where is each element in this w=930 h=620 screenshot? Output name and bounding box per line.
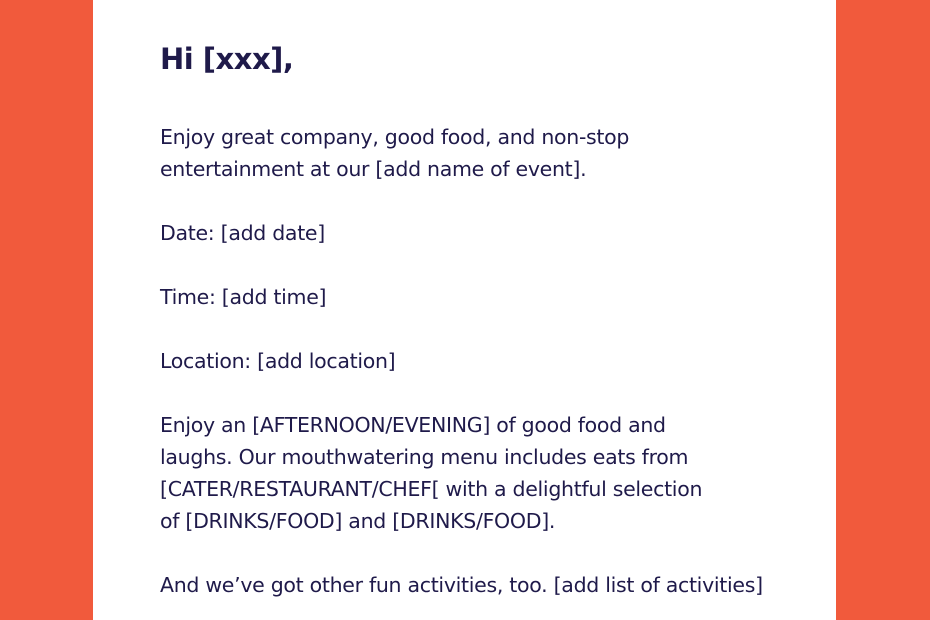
greeting-heading: Hi [xxx], (160, 42, 294, 76)
menu-line: Enjoy an [AFTERNOON/EVENING] of good food and (160, 413, 666, 437)
intro-line: entertainment at our [add name of event]. (160, 157, 587, 181)
date-line: Date: [add date] (160, 221, 325, 245)
location-line: Location: [add location] (160, 349, 396, 373)
menu-line: of [DRINKS/FOOD] and [DRINKS/FOOD]. (160, 509, 556, 533)
activities-line: And we’ve got other fun activities, too. [add list of activities] (160, 573, 763, 597)
menu-line: [CATER/RESTAURANT/CHEF[ with a delightful selection (160, 477, 703, 501)
menu-line: laughs. Our mouthwatering menu includes eats from (160, 445, 689, 469)
email-body (93, 0, 836, 620)
intro-line: Enjoy great company, good food, and non-stop (160, 125, 630, 149)
menu-paragraph (160, 409, 702, 537)
time-line: Time: [add time] (160, 285, 327, 309)
intro-paragraph (160, 121, 629, 185)
